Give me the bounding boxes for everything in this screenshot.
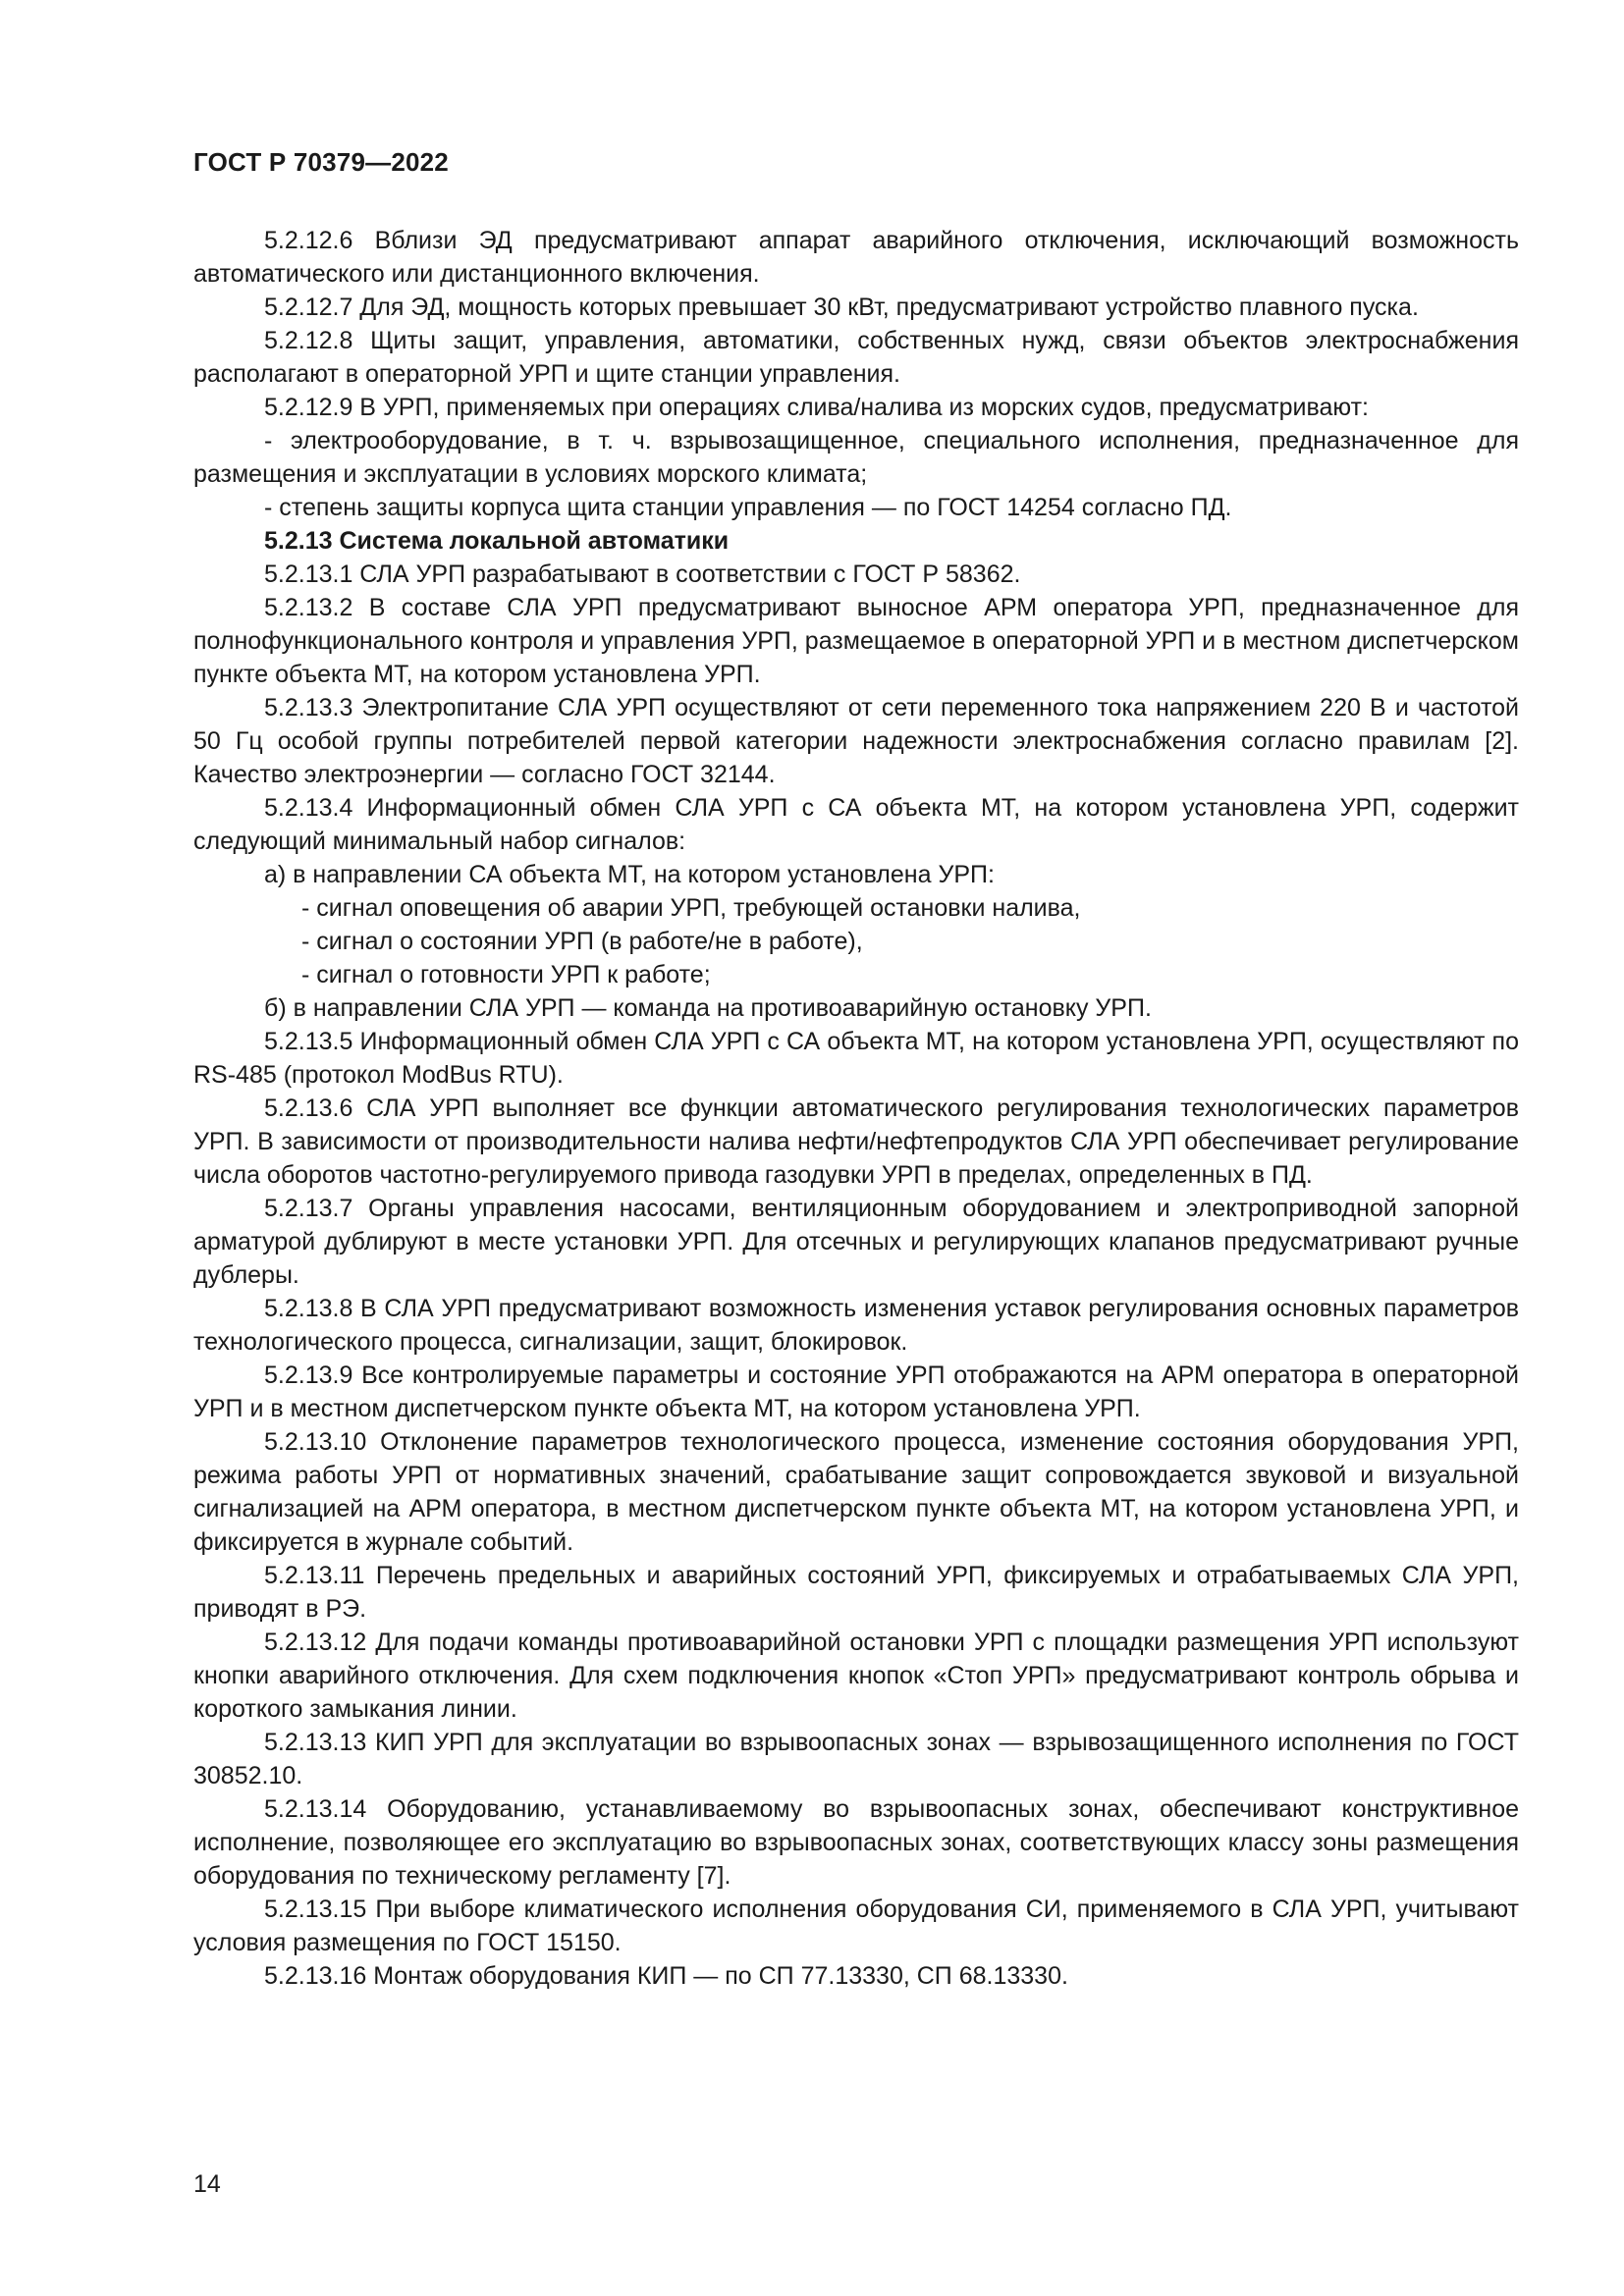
paragraph: 5.2.13.15 При выборе климатического исполнения оборудования СИ, применяемого в СЛА УРП, учитывают условия размещения по ГОСТ 15150. xyxy=(193,1896,1519,1956)
paragraph: 5.2.13.5 Информационный обмен СЛА УРП с СА объекта МТ, на котором установлена УРП, осуществляют по RS-485 (протокол ModBus RTU). xyxy=(193,1028,1519,1089)
list-item: б) в направлении СЛА УРП — команда на противоаварийную остановку УРП. xyxy=(264,994,1152,1022)
paragraph: 5.2.13.6 СЛА УРП выполняет все функции автоматического регулирования технологических параметров УРП. В зависимости от производительности налива нефти/нефтепродуктов СЛА УРП обеспечивает регулирование числа оборотов частотно-регулируемого привода газодувки УРП в пределах, определенных в ПД. xyxy=(193,1095,1519,1189)
paragraph: 5.2.13.9 Все контролируемые параметры и состояние УРП отображаются на АРМ оператора в операторной УРП и в местном диспетчерском пункте объекта МТ, на котором установлена УРП. xyxy=(193,1362,1519,1422)
paragraph: 5.2.13.3 Электропитание СЛА УРП осуществляют от сети переменного тока напряжением 220 В и частотой 50 Гц особой группы потребителей первой категории надежности электроснабжения согласно правилам [2]. Качество электроэнергии — согласно ГОСТ 32144. xyxy=(193,694,1519,788)
paragraph: 5.2.12.8 Щиты защит, управления, автоматики, собственных нужд, связи объектов электроснабжения располагают в операторной УРП и щите станции управления. xyxy=(193,327,1519,388)
paragraph: 5.2.13.2 В составе СЛА УРП предусматривают выносное АРМ оператора УРП, предназначенное для полнофункционального контроля и управления УРП, размещаемое в операторной УРП и в местном диспетчерском пункте объекта МТ, на котором установлена УРП. xyxy=(193,594,1519,688)
page-number: 14 xyxy=(193,2170,221,2198)
paragraph: 5.2.13.8 В СЛА УРП предусматривают возможность изменения уставок регулирования основных параметров технологического процесса, сигнализации, защит, блокировок. xyxy=(193,1295,1519,1356)
section-heading: 5.2.13 Система локальной автоматики xyxy=(264,527,730,555)
paragraph: 5.2.13.11 Перечень предельных и аварийных состояний УРП, фиксируемых и отрабатываемых СЛА УРП, приводят в РЭ. xyxy=(193,1562,1519,1623)
list-item: - электрооборудование, в т. ч. взрывозащищенное, специального исполнения, предназначенное для размещения и эксплуатации в условиях морского климата; xyxy=(193,427,1519,488)
paragraph: 5.2.13.1 СЛА УРП разрабатывают в соответствии с ГОСТ Р 58362. xyxy=(264,561,1021,588)
paragraph: 5.2.13.16 Монтаж оборудования КИП — по СП 77.13330, СП 68.13330. xyxy=(264,1962,1068,1990)
paragraph: 5.2.12.7 Для ЭД, мощность которых превышает 30 кВт, предусматривают устройство плавного пуска. xyxy=(264,294,1419,321)
list-item: - сигнал о состоянии УРП (в работе/не в работе), xyxy=(301,928,863,955)
list-item: а) в направлении СА объекта МТ, на котором установлена УРП: xyxy=(264,861,995,888)
document-body xyxy=(193,224,1519,1993)
list-item: - сигнал о готовности УРП к работе; xyxy=(301,961,711,988)
paragraph: 5.2.13.10 Отклонение параметров технологического процесса, изменение состояния оборудования УРП, режима работы УРП от нормативных значений, срабатывание защит сопровождается звуковой и визуальной сигнализацией на АРМ оператора, в местном диспетчерском пункте объекта МТ, на котором установлена УРП, и фиксируется в журнале событий. xyxy=(193,1428,1519,1556)
paragraph: 5.2.13.13 КИП УРП для эксплуатации во взрывоопасных зонах — взрывозащищенного исполнения по ГОСТ 30852.10. xyxy=(193,1729,1519,1789)
list-item: - степень защиты корпуса щита станции управления — по ГОСТ 14254 согласно ПД. xyxy=(264,494,1232,521)
list-item: - сигнал оповещения об аварии УРП, требующей остановки налива, xyxy=(301,894,1081,922)
paragraph: 5.2.13.4 Информационный обмен СЛА УРП с СА объекта МТ, на котором установлена УРП, содержит следующий минимальный набор сигналов: xyxy=(193,794,1519,855)
document-header: ГОСТ Р 70379—2022 xyxy=(193,147,449,177)
paragraph: 5.2.13.12 Для подачи команды противоаварийной остановки УРП с площадки размещения УРП используют кнопки аварийного отключения. Для схем подключения кнопок «Стоп УРП» предусматривают контроль обрыва и короткого замыкания линии. xyxy=(193,1629,1519,1723)
paragraph: 5.2.13.7 Органы управления насосами, вентиляционным оборудованием и электроприводной запорной арматурой дублируют в месте установки УРП. Для отсечных и регулирующих клапанов предусматривают ручные дублеры. xyxy=(193,1195,1519,1289)
paragraph: 5.2.12.9 В УРП, применяемых при операциях слива/налива из морских судов, предусматривают: xyxy=(264,394,1369,421)
paragraph: 5.2.13.14 Оборудованию, устанавливаемому во взрывоопасных зонах, обеспечивают конструктивное исполнение, позволяющее его эксплуатацию во взрывоопасных зонах, соответствующих классу зоны размещения оборудования по техническому регламенту [7]. xyxy=(193,1795,1519,1890)
paragraph: 5.2.12.6 Вблизи ЭД предусматривают аппарат аварийного отключения, исключающий возможность автоматического или дистанционного включения. xyxy=(193,227,1519,288)
